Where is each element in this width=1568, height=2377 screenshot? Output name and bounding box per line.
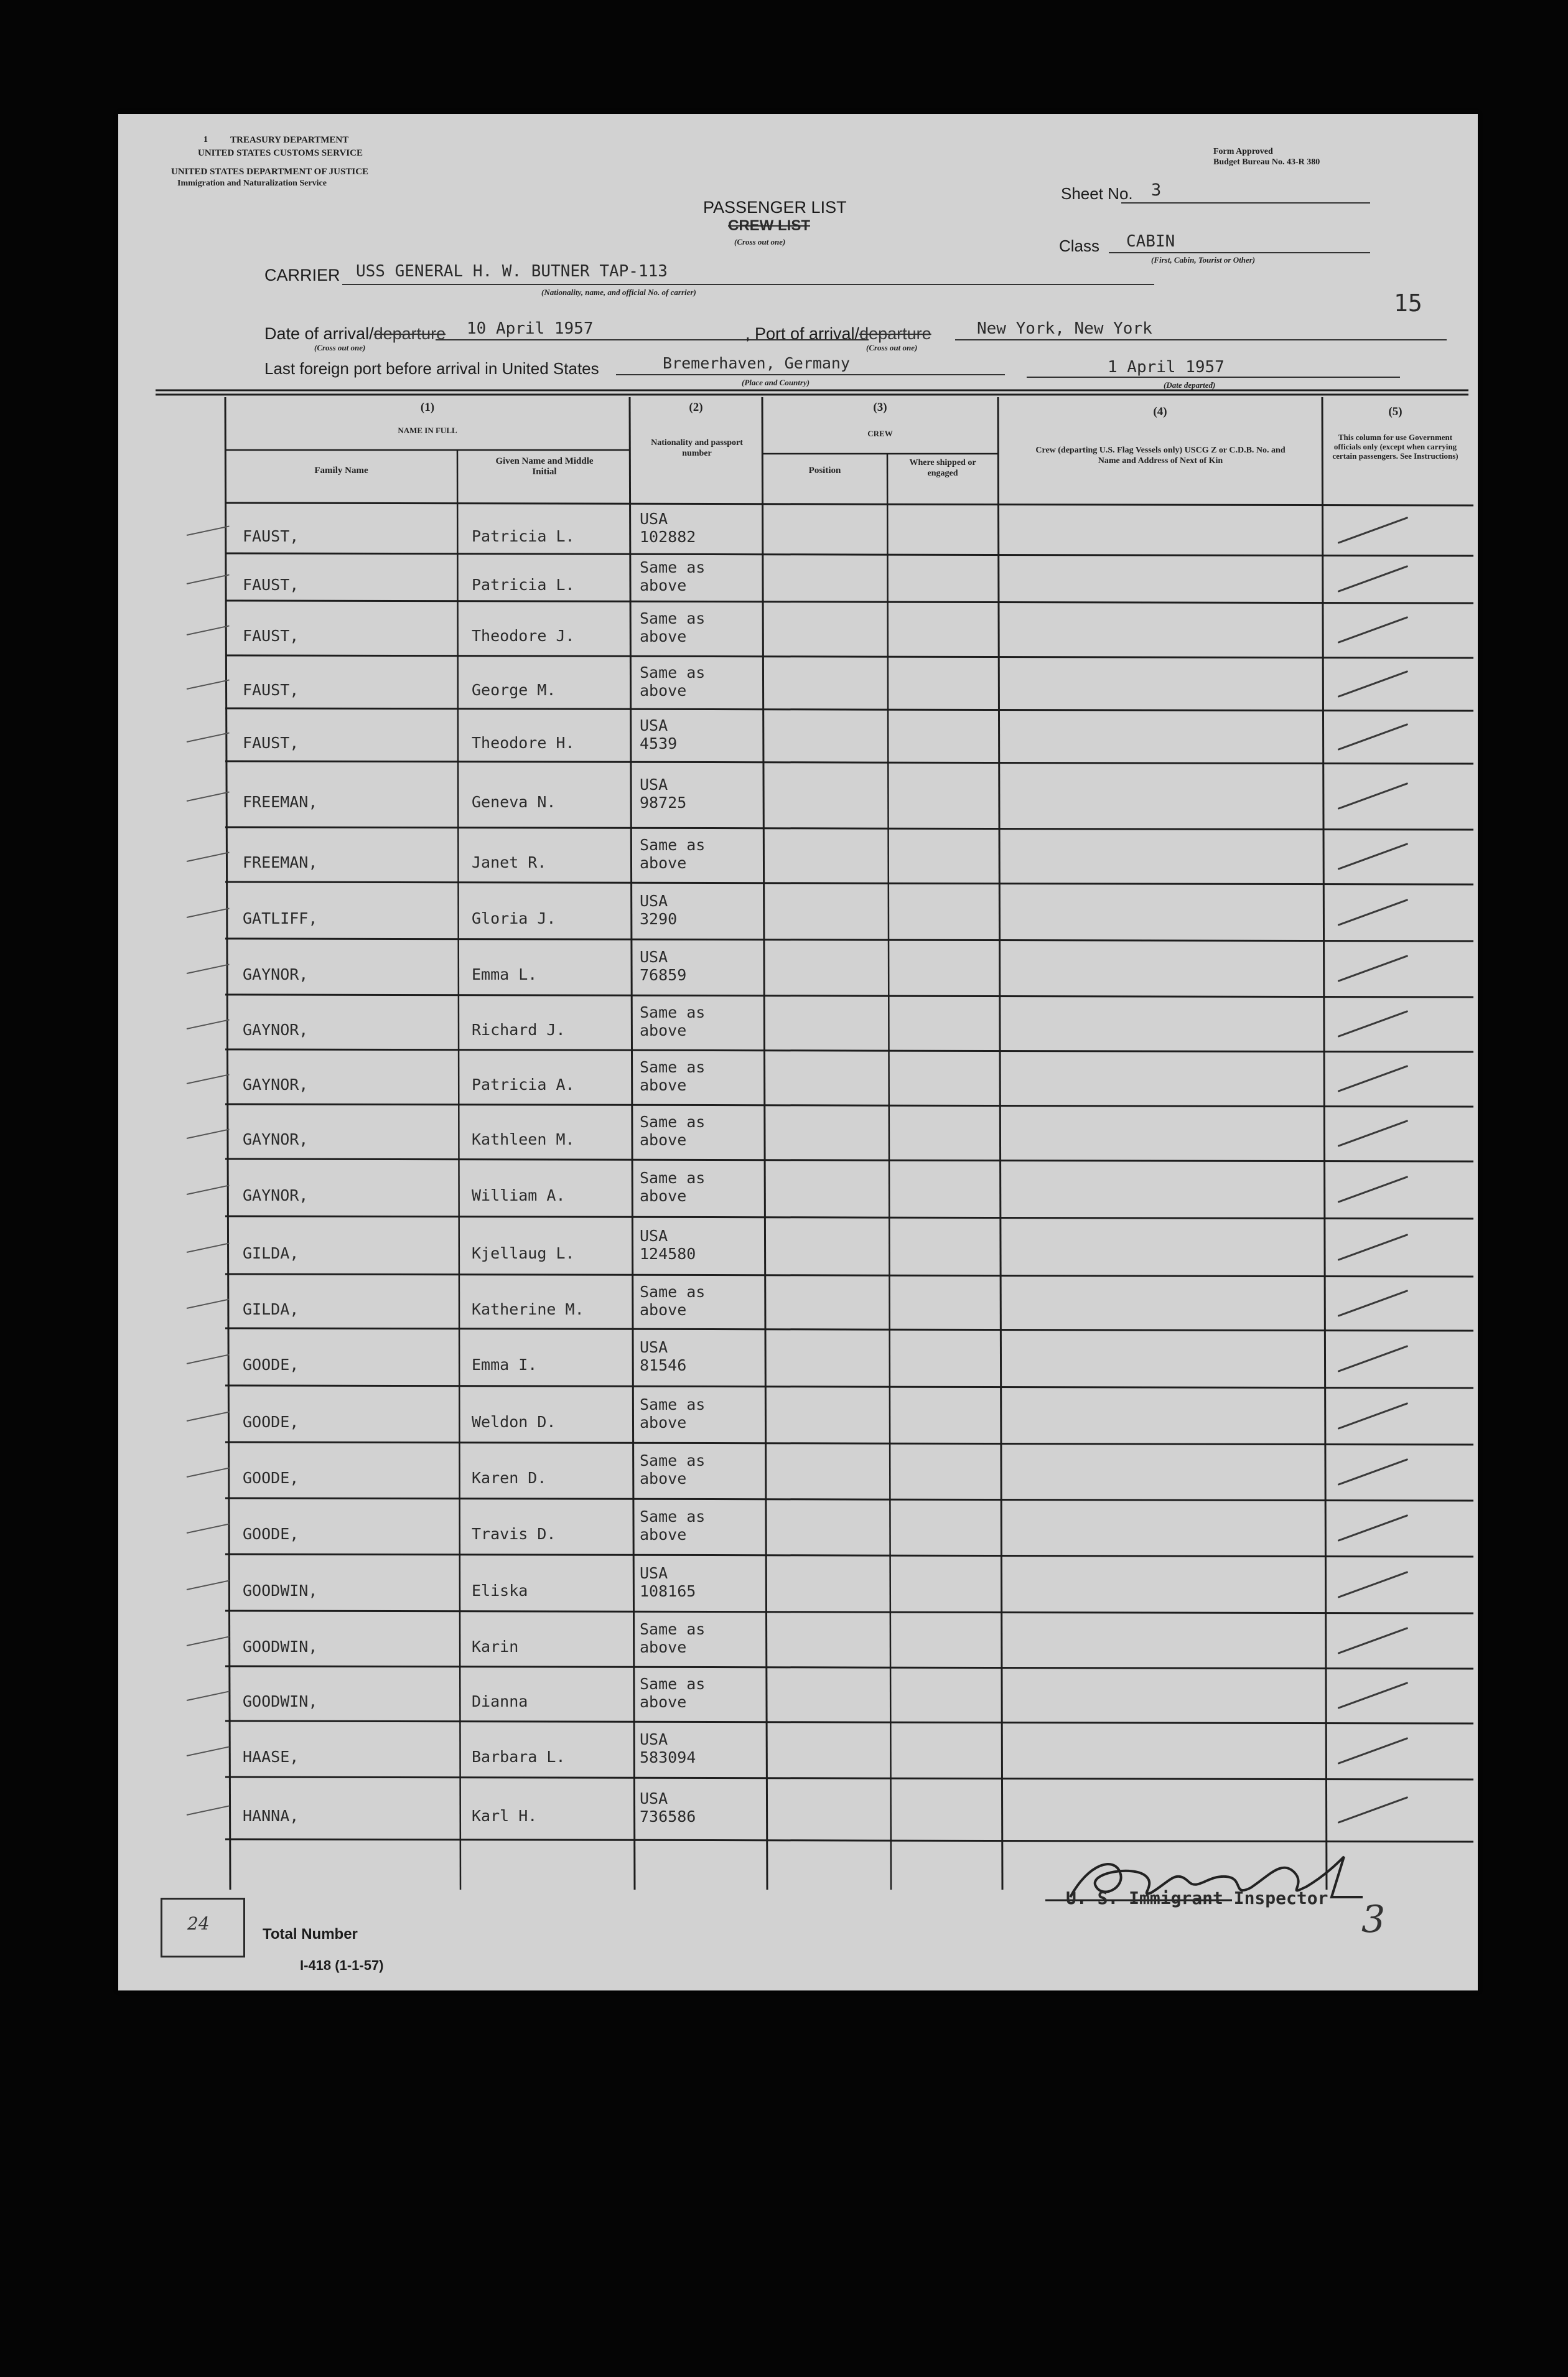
budget-bureau: Budget Bureau No. 43-R 380 — [1213, 157, 1320, 167]
port-label-text: , Port of arrival/ — [745, 324, 860, 343]
row-rule — [225, 827, 1473, 830]
col3-title: CREW — [867, 429, 893, 438]
family-name: GAYNOR, — [243, 965, 309, 983]
given-name: Dianna — [472, 1692, 528, 1710]
family-name: FAUST, — [243, 680, 299, 699]
corner-mark: 1 — [203, 135, 208, 144]
given-name: Katherine M. — [472, 1300, 584, 1318]
row-rule — [225, 708, 1473, 711]
nationality-line1: USA — [640, 1789, 668, 1807]
given-name: Geneva N. — [472, 793, 556, 811]
family-name: GILDA, — [243, 1300, 299, 1318]
family-name: FAUST, — [243, 527, 299, 545]
port-value: New York, New York — [977, 319, 1152, 338]
row-rule — [225, 553, 1473, 556]
row-rule — [225, 995, 1473, 997]
family-name: GOODE, — [243, 1469, 299, 1487]
row-rule — [225, 1328, 1473, 1331]
given-name: Travis D. — [472, 1525, 556, 1543]
row-rule — [225, 1159, 1473, 1161]
col5-number: (5) — [1388, 405, 1402, 418]
arrival-struck: departure — [373, 324, 446, 343]
col4-number: (4) — [1153, 405, 1167, 418]
total-box — [161, 1898, 245, 1957]
page-title: PASSENGER LIST — [703, 198, 847, 217]
passport-line2: 76859 — [640, 966, 687, 984]
cross-out-hint-3: (Cross out one) — [866, 343, 918, 352]
family-name: HAASE, — [243, 1748, 299, 1766]
last-port-value: Bremerhaven, Germany — [663, 354, 851, 372]
nationality-line1: USA — [640, 716, 668, 734]
given-name: Patricia A. — [472, 1076, 575, 1094]
given-name: Eliska — [472, 1581, 528, 1600]
sheet-mark: 3 — [1361, 1898, 1386, 1941]
passport-line2: above — [640, 1526, 687, 1544]
last-port-label: Last foreign port before arrival in United States — [264, 359, 599, 378]
given-name: Emma L. — [472, 965, 538, 983]
class-label: Class — [1059, 237, 1100, 255]
nationality-line1: USA — [640, 1226, 668, 1245]
arrival-value: 10 April 1957 — [467, 319, 594, 338]
row-rule — [225, 1049, 1473, 1052]
family-name: FAUST, — [243, 627, 299, 645]
given-name: Theodore J. — [472, 627, 575, 645]
row-rule — [225, 1777, 1473, 1779]
given-name: Emma I. — [472, 1356, 538, 1374]
family-name: HANNA, — [243, 1807, 299, 1825]
nationality-line1: Same as — [640, 663, 706, 682]
carrier-hint: (Nationality, name, and official No. of carrier) — [541, 288, 696, 297]
passport-line2: above — [640, 627, 687, 645]
row-rule — [225, 1216, 1473, 1219]
page-number: 15 — [1394, 289, 1422, 317]
nationality-line1: Same as — [640, 1395, 706, 1414]
passport-line2: 4539 — [640, 734, 678, 752]
row-rule — [225, 1721, 1473, 1723]
arrival-label-text: Date of arrival/ — [264, 324, 374, 343]
nationality-line1: Same as — [640, 836, 706, 854]
nationality-line1: Same as — [640, 1451, 706, 1470]
given-name: Richard J. — [472, 1021, 566, 1039]
passport-line2: above — [640, 1021, 687, 1039]
passenger-list-sheet — [118, 114, 1478, 1990]
treasury-dept: TREASURY DEPARTMENT — [230, 135, 349, 145]
class-value: CABIN — [1126, 232, 1175, 251]
given-name: Barbara L. — [472, 1748, 566, 1766]
sheet-value: 3 — [1151, 181, 1162, 200]
given-name: Kathleen M. — [472, 1130, 575, 1148]
passport-line2: above — [640, 1693, 687, 1711]
class-hint: (First, Cabin, Tourist or Other) — [1151, 255, 1256, 265]
passport-line2: above — [640, 1076, 687, 1094]
nationality-line1: Same as — [640, 1169, 706, 1187]
row-rule — [225, 1385, 1473, 1388]
family-name: GATLIFF, — [243, 909, 318, 927]
given-name: Weldon D. — [472, 1412, 556, 1431]
given-name: Karen D. — [472, 1469, 547, 1487]
given-name: Patricia L. — [472, 527, 575, 545]
row-rule — [225, 1274, 1473, 1277]
form-number: I-418 (1-1-57) — [300, 1957, 384, 1973]
row-rule — [225, 761, 1473, 764]
row-rule — [225, 1104, 1473, 1107]
ins-service: Immigration and Naturalization Service — [177, 179, 327, 188]
nationality-line1: Same as — [640, 1282, 706, 1301]
family-name: GOODE, — [243, 1412, 299, 1431]
family-name: FAUST, — [243, 733, 299, 752]
family-name: GOODE, — [243, 1525, 299, 1543]
justice-dept: UNITED STATES DEPARTMENT OF JUSTICE — [171, 167, 369, 177]
nationality-line1: Same as — [640, 1058, 706, 1076]
passport-line2: 81546 — [640, 1356, 687, 1374]
departed-value: 1 April 1957 — [1108, 358, 1225, 377]
row-rule — [225, 1611, 1473, 1613]
col4-title: Crew (departing U.S. Flag Vessels only) USCG Z or C.D.B. No. and Name and Address of Next of Kin — [1035, 446, 1286, 466]
passport-line2: above — [640, 1638, 687, 1656]
departed-hint: (Date departed) — [1164, 380, 1216, 390]
passport-line2: above — [640, 1413, 687, 1432]
inspector-signature — [1045, 1838, 1369, 1925]
passport-line2: 736586 — [640, 1807, 696, 1826]
given-name: Theodore H. — [472, 733, 575, 752]
passport-line2: 124580 — [640, 1244, 696, 1263]
family-name: FREEMAN, — [243, 793, 318, 811]
family-name-header: Family Name — [314, 466, 368, 476]
cross-out-hint: (Cross out one) — [734, 237, 786, 246]
row-rule — [225, 1554, 1473, 1557]
family-name: GOODWIN, — [243, 1581, 318, 1600]
col5-title: This column for use Government officials only (except when carrying certain passengers. See Instructions) — [1332, 433, 1458, 461]
nationality-line1: Same as — [640, 1003, 706, 1021]
row-rule — [225, 1666, 1473, 1669]
row-rule — [225, 503, 1473, 505]
family-name: GOODE, — [243, 1356, 299, 1374]
nationality-line1: USA — [640, 1338, 668, 1356]
passport-line2: 108165 — [640, 1582, 696, 1600]
row-rule — [225, 1442, 1473, 1445]
passport-line2: 102882 — [640, 527, 696, 546]
given-name: Karl H. — [472, 1807, 538, 1825]
row-rule — [225, 655, 1473, 658]
nationality-line1: Same as — [640, 558, 706, 576]
passport-line2: above — [640, 1187, 687, 1205]
total-value: 24 — [187, 1913, 210, 1934]
col1-title: NAME IN FULL — [398, 426, 457, 435]
given-name: Patricia L. — [472, 576, 575, 594]
place-hint: (Place and Country) — [742, 378, 810, 387]
nationality-line1: Same as — [640, 1620, 706, 1638]
nationality-line1: USA — [640, 509, 668, 528]
family-name: FREEMAN, — [243, 853, 318, 871]
family-name: GAYNOR, — [243, 1130, 309, 1148]
row-rule — [225, 1498, 1473, 1501]
carrier-label: CARRIER — [264, 266, 340, 284]
nationality-line1: USA — [640, 1730, 668, 1748]
passport-line2: above — [640, 1470, 687, 1488]
family-name: FAUST, — [243, 576, 299, 594]
family-name: GAYNOR, — [243, 1021, 309, 1039]
family-name: GAYNOR, — [243, 1186, 309, 1204]
col1-number: (1) — [420, 401, 435, 414]
given-name: Janet R. — [472, 853, 547, 871]
inspector-label: U. S. Immigrant Inspector — [1066, 1888, 1328, 1908]
passport-line2: 583094 — [640, 1748, 696, 1766]
passport-line2: above — [640, 854, 687, 872]
family-name: GOODWIN, — [243, 1692, 318, 1710]
nationality-line1: Same as — [640, 1113, 706, 1131]
title-struck: CREW LIST — [728, 217, 810, 234]
nationality-line1: USA — [640, 1564, 668, 1582]
shipped-header: Where shipped or engaged — [909, 458, 976, 478]
nationality-line1: USA — [640, 776, 668, 794]
nationality-line1: Same as — [640, 609, 706, 627]
form-approved: Form Approved — [1213, 147, 1273, 156]
passport-line2: above — [640, 1300, 687, 1319]
passport-line2: 98725 — [640, 794, 687, 812]
row-rule — [225, 601, 1473, 603]
carrier-value: USS GENERAL H. W. BUTNER TAP-113 — [356, 262, 668, 281]
customs-service: UNITED STATES CUSTOMS SERVICE — [198, 148, 363, 158]
passport-line2: above — [640, 681, 687, 700]
cross-out-hint-2: (Cross out one) — [314, 343, 366, 352]
family-name: GILDA, — [243, 1244, 299, 1262]
passport-line2: above — [640, 1131, 687, 1149]
family-name: GOODWIN, — [243, 1637, 318, 1656]
given-name: Karin — [472, 1637, 519, 1656]
given-name: Gloria J. — [472, 909, 556, 927]
nationality-line1: Same as — [640, 1507, 706, 1526]
given-name: William A. — [472, 1186, 566, 1204]
family-name: GAYNOR, — [243, 1076, 309, 1094]
manifest-grid — [118, 114, 1478, 1990]
col2-number: (2) — [689, 401, 703, 414]
total-label: Total Number — [263, 1926, 358, 1943]
given-name: George M. — [472, 680, 556, 699]
passport-line2: 3290 — [640, 909, 678, 928]
sheet-label: Sheet No. — [1061, 184, 1133, 203]
passport-line2: above — [640, 576, 687, 594]
given-name-header: Given Name and Middle Initial — [495, 456, 594, 477]
position-header: Position — [808, 466, 841, 476]
nationality-line1: USA — [640, 948, 668, 966]
row-rule — [225, 882, 1473, 884]
port-struck: departure — [859, 324, 931, 343]
col3-number: (3) — [873, 401, 887, 414]
nationality-line1: Same as — [640, 1675, 706, 1693]
nationality-line1: USA — [640, 891, 668, 910]
col2-title: Nationality and passport number — [651, 438, 743, 458]
row-rule — [225, 939, 1473, 941]
given-name: Kjellaug L. — [472, 1244, 575, 1262]
